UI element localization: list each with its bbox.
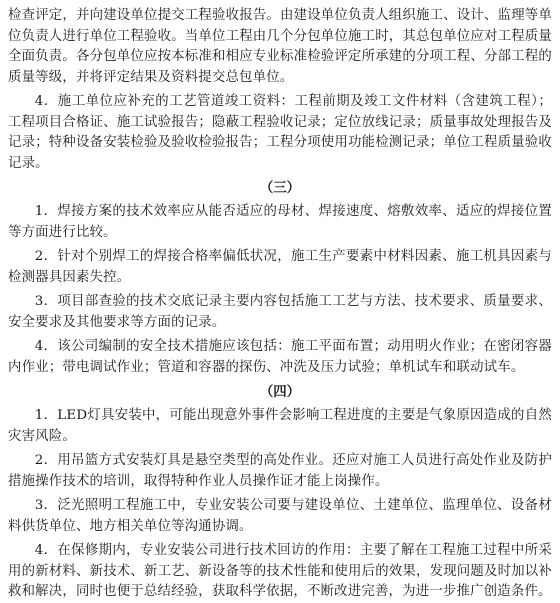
section4-item-2: 2．用吊篮方式安装灯具是悬空类型的高处作业。还应对施工人员进行高处作业及防护措施操作技术的培训，取得特种作业人员操作证才能上岗操作。 (8, 453, 552, 489)
section4-item-4: 4．在保修期内，专业安装公司进行技术回访的作用：主要了解在工程施工过程中所采用的新材料、新技术、新工艺、新设备等的技术性能和使用后的效果，发现问题及时加以补救和解决，同时也便于总结经验，获取科学依据，不断改进完善，为进一步推广创造条件。 (8, 543, 552, 599)
paragraph-item-4-completion-docs: 4．施工单位应补充的工艺管道竣工资料：工程前期及竣工文件材料（含建筑工程）；工程项目合格证、施工试验报告；隐蔽工程验收记录；定位放线记录；质量事故处理报告及记录；特种设备安装检验及验收检验报告；工程分项使用功能检测记录；单位工程质量验收记录。 (8, 94, 552, 171)
section3-item-2: 2．针对个别焊工的焊接合格率偏低状况，施工生产要素中材料因素、施工机具因素与检测器具因素失控。 (8, 249, 552, 285)
paragraph-acceptance-continued: 检查评定，并向建设单位提交工程验收报告。由建设单位负责人组织施工、设计、监理等单位负责人进行单位工程验收。当单位工程由几个分包单位施工时，其总包单位应对工程质量全面负责。各分包单位应按本标准和相应专业标准检验评定所承建的分项工程、分部工程的质量等级，并将评定结果及资料提交总包单位。 (8, 8, 552, 85)
section-heading-4: （四） (259, 385, 301, 400)
section3-item-4: 4．该公司编制的安全技术措施应该包括：施工平面布置；动用明火作业；在密闭容器内作业；带电调试作业；管道和容器的探伤、冲洗及压力试验；单机试车和联动试车。 (8, 339, 552, 375)
section3-item-1: 1．焊接方案的技术效率应从能否适应的母材、焊接速度、熔敷效率、适应的焊接位置等方面进行比较。 (8, 204, 552, 240)
section-heading-3: （三） (259, 181, 301, 196)
section4-item-3: 3．泛光照明工程施工中，专业安装公司要与建设单位、土建单位、监理单位、设备材料供货单位、地方相关单位等沟通协调。 (8, 498, 552, 534)
section4-item-1: 1．LED灯具安装中，可能出现意外事件会影响工程进度的主要是气象原因造成的自然灾害风险。 (8, 408, 552, 444)
section3-item-3: 3．项目部查验的技术交底记录主要内容包括施工工艺与方法、技术要求、质量要求、安全要求及其他要求等方面的记录。 (8, 294, 552, 330)
document-page (8, 6, 552, 603)
